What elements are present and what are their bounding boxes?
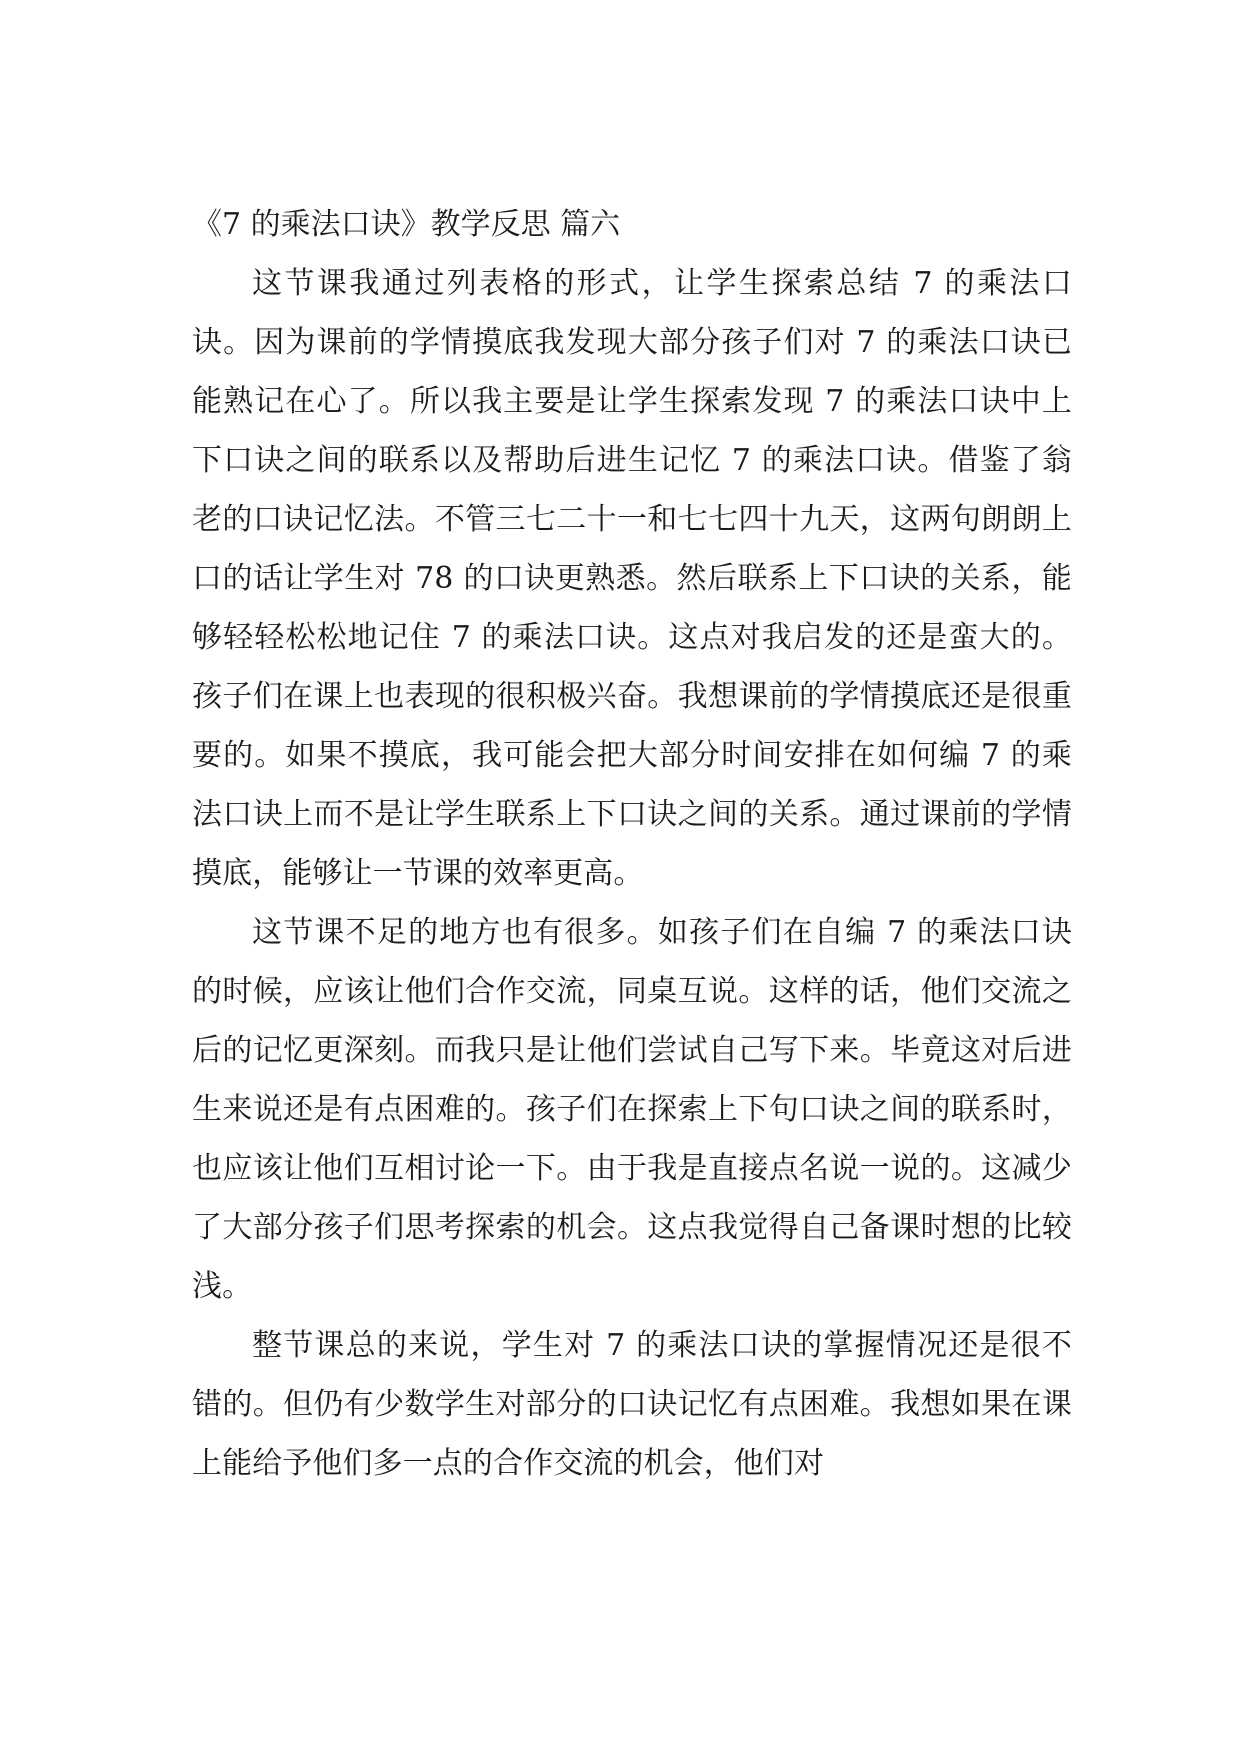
document-body (192, 200, 1072, 1493)
paragraph-shortcomings: 这节课不足的地方也有很多。如孩子们在自编 7 的乘法口诀的时候，应该让他们合作交流，同桌互说。这样的话，他们交流之后的记忆更深刻。而我只是让他们尝试自己写下来。毕竟这对后进生来说还是有点困难的。孩子们在探索上下句口诀之间的联系时，也应该让他们互相讨论一下。由于我是直接点名说一说的。这减少了大部分孩子们思考探索的机会。这点我觉得自己备课时想的比较浅。 (192, 915, 1072, 1304)
paragraph-reflection: 这节课我通过列表格的形式，让学生探索总结 7 的乘法口诀。因为课前的学情摸底我发现大部分孩子们对 7 的乘法口诀已能熟记在心了。所以我主要是让学生探索发现 7 的乘法口诀中上下口诀之间的联系以及帮助后进生记忆 7 的乘法口诀。借鉴了翁老的口诀记忆法。不管三七二十一和七七四十九天，这两句朗朗上口的话让学生对 78 的口诀更熟悉。然后联系上下口诀的关系，能够轻轻松松地记住 7 的乘法口诀。这点对我启发的还是蛮大的。孩子们在课上也表现的很积极兴奋。我想课前的学情摸底还是很重要的。如果不摸底，我可能会把大部分时间安排在如何编 7 的乘法口诀上而不是让学生联系上下口诀之间的关系。通过课前的学情摸底，能够让一节课的效率更高。 (192, 266, 1072, 891)
document-title: 《7 的乘法口诀》教学反思 篇六 (192, 207, 621, 242)
paragraph-summary: 整节课总的来说，学生对 7 的乘法口诀的掌握情况还是很不错的。但仍有少数学生对部分的口诀记忆有点困难。我想如果在课上能给予他们多一点的合作交流的机会，他们对 (192, 1328, 1072, 1481)
